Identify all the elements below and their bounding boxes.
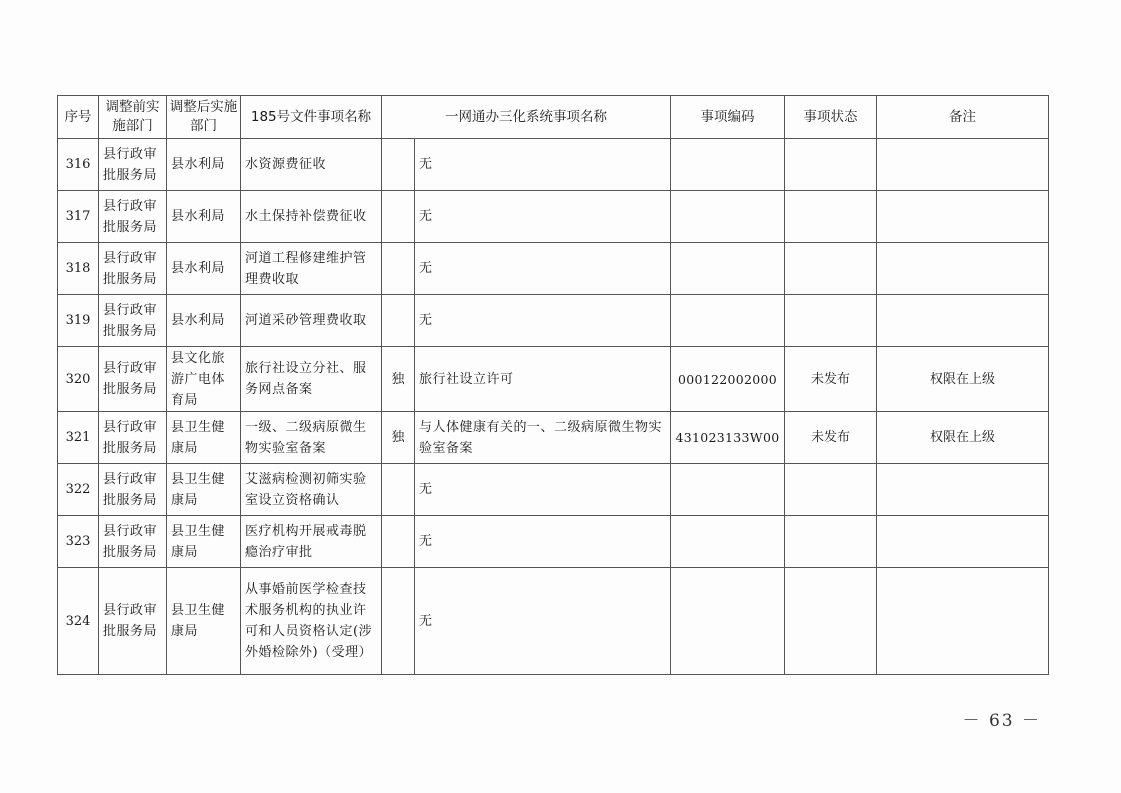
cell-system-name: 无	[415, 516, 671, 568]
cell-doc185-name: 艾滋病检测初筛实验室设立资格确认	[241, 464, 382, 516]
cell-system-name: 无	[415, 568, 671, 675]
cell-doc185-name: 水土保持补偿费征收	[241, 191, 382, 243]
cell-seq: 321	[58, 412, 99, 464]
cell-code: 431023133W00	[671, 412, 785, 464]
cell-remark	[877, 568, 1049, 675]
header-doc185-name: 185号文件事项名称	[241, 96, 382, 139]
cell-before-dept: 县行政审批服务局	[99, 347, 167, 412]
cell-doc185-name: 从事婚前医学检查技术服务机构的执业许可和人员资格认定(涉外婚检除外)（受理）	[241, 568, 382, 675]
cell-status: 未发布	[785, 412, 877, 464]
cell-seq: 318	[58, 243, 99, 295]
table-row	[58, 191, 1049, 243]
cell-code	[671, 516, 785, 568]
cell-before-dept: 县行政审批服务局	[99, 295, 167, 347]
cell-status	[785, 295, 877, 347]
cell-code	[671, 295, 785, 347]
cell-remark: 权限在上级	[877, 347, 1049, 412]
cell-code	[671, 243, 785, 295]
cell-after-dept: 县水利局	[167, 243, 241, 295]
cell-seq: 319	[58, 295, 99, 347]
cell-mark	[382, 568, 415, 675]
cell-after-dept: 县卫生健康局	[167, 412, 241, 464]
header-system-name: 一网通办三化系统事项名称	[382, 96, 671, 139]
cell-seq: 320	[58, 347, 99, 412]
cell-status	[785, 464, 877, 516]
header-remark: 备注	[877, 96, 1049, 139]
cell-seq: 324	[58, 568, 99, 675]
header-code: 事项编码	[671, 96, 785, 139]
cell-system-name: 无	[415, 139, 671, 191]
cell-after-dept: 县文化旅游广电体育局	[167, 347, 241, 412]
table-row	[58, 295, 1049, 347]
cell-remark	[877, 295, 1049, 347]
table-row	[58, 412, 1049, 464]
cell-doc185-name: 河道工程修建维护管理费收取	[241, 243, 382, 295]
cell-mark	[382, 464, 415, 516]
cell-mark	[382, 295, 415, 347]
cell-before-dept: 县行政审批服务局	[99, 139, 167, 191]
table-row	[58, 464, 1049, 516]
table-row	[58, 516, 1049, 568]
cell-system-name: 无	[415, 464, 671, 516]
cell-code: 000122002000	[671, 347, 785, 412]
header-seq: 序号	[58, 96, 99, 139]
cell-doc185-name: 医疗机构开展戒毒脱瘾治疗审批	[241, 516, 382, 568]
cell-before-dept: 县行政审批服务局	[99, 412, 167, 464]
cell-doc185-name: 一级、二级病原微生物实验室备案	[241, 412, 382, 464]
cell-status: 未发布	[785, 347, 877, 412]
table-row	[58, 243, 1049, 295]
cell-doc185-name: 旅行社设立分社、服务网点备案	[241, 347, 382, 412]
cell-remark	[877, 191, 1049, 243]
cell-remark	[877, 464, 1049, 516]
cell-system-name: 无	[415, 295, 671, 347]
cell-seq: 322	[58, 464, 99, 516]
cell-system-name: 旅行社设立许可	[415, 347, 671, 412]
cell-remark	[877, 243, 1049, 295]
cell-remark	[877, 139, 1049, 191]
cell-mark	[382, 243, 415, 295]
cell-code	[671, 464, 785, 516]
cell-code	[671, 191, 785, 243]
cell-before-dept: 县行政审批服务局	[99, 191, 167, 243]
table-row	[58, 139, 1049, 191]
cell-after-dept: 县卫生健康局	[167, 464, 241, 516]
cell-mark	[382, 191, 415, 243]
cell-system-name: 无	[415, 191, 671, 243]
cell-status	[785, 516, 877, 568]
cell-doc185-name: 河道采砂管理费收取	[241, 295, 382, 347]
cell-after-dept: 县水利局	[167, 139, 241, 191]
cell-seq: 323	[58, 516, 99, 568]
cell-mark	[382, 139, 415, 191]
cell-after-dept: 县卫生健康局	[167, 568, 241, 675]
cell-remark	[877, 516, 1049, 568]
cell-doc185-name: 水资源费征收	[241, 139, 382, 191]
header-after-dept: 调整后实施部门	[167, 96, 241, 139]
table-row	[58, 568, 1049, 675]
cell-status	[785, 191, 877, 243]
cell-status	[785, 243, 877, 295]
header-before-dept: 调整前实施部门	[99, 96, 167, 139]
cell-mark: 独	[382, 412, 415, 464]
cell-after-dept: 县卫生健康局	[167, 516, 241, 568]
cell-after-dept: 县水利局	[167, 191, 241, 243]
table-header-row	[58, 96, 1049, 139]
cell-seq: 316	[58, 139, 99, 191]
cell-before-dept: 县行政审批服务局	[99, 464, 167, 516]
table-row	[58, 347, 1049, 412]
cell-system-name: 与人体健康有关的一、二级病原微生物实验室备案	[415, 412, 671, 464]
cell-code	[671, 139, 785, 191]
cell-remark: 权限在上级	[877, 412, 1049, 464]
cell-seq: 317	[58, 191, 99, 243]
cell-mark	[382, 516, 415, 568]
cell-mark: 独	[382, 347, 415, 412]
cell-before-dept: 县行政审批服务局	[99, 516, 167, 568]
header-status: 事项状态	[785, 96, 877, 139]
cell-system-name: 无	[415, 243, 671, 295]
cell-status	[785, 139, 877, 191]
matters-table	[57, 95, 1049, 675]
cell-before-dept: 县行政审批服务局	[99, 568, 167, 675]
cell-status	[785, 568, 877, 675]
cell-before-dept: 县行政审批服务局	[99, 243, 167, 295]
cell-code	[671, 568, 785, 675]
cell-after-dept: 县水利局	[167, 295, 241, 347]
page-number: － 63 －	[962, 711, 1041, 731]
